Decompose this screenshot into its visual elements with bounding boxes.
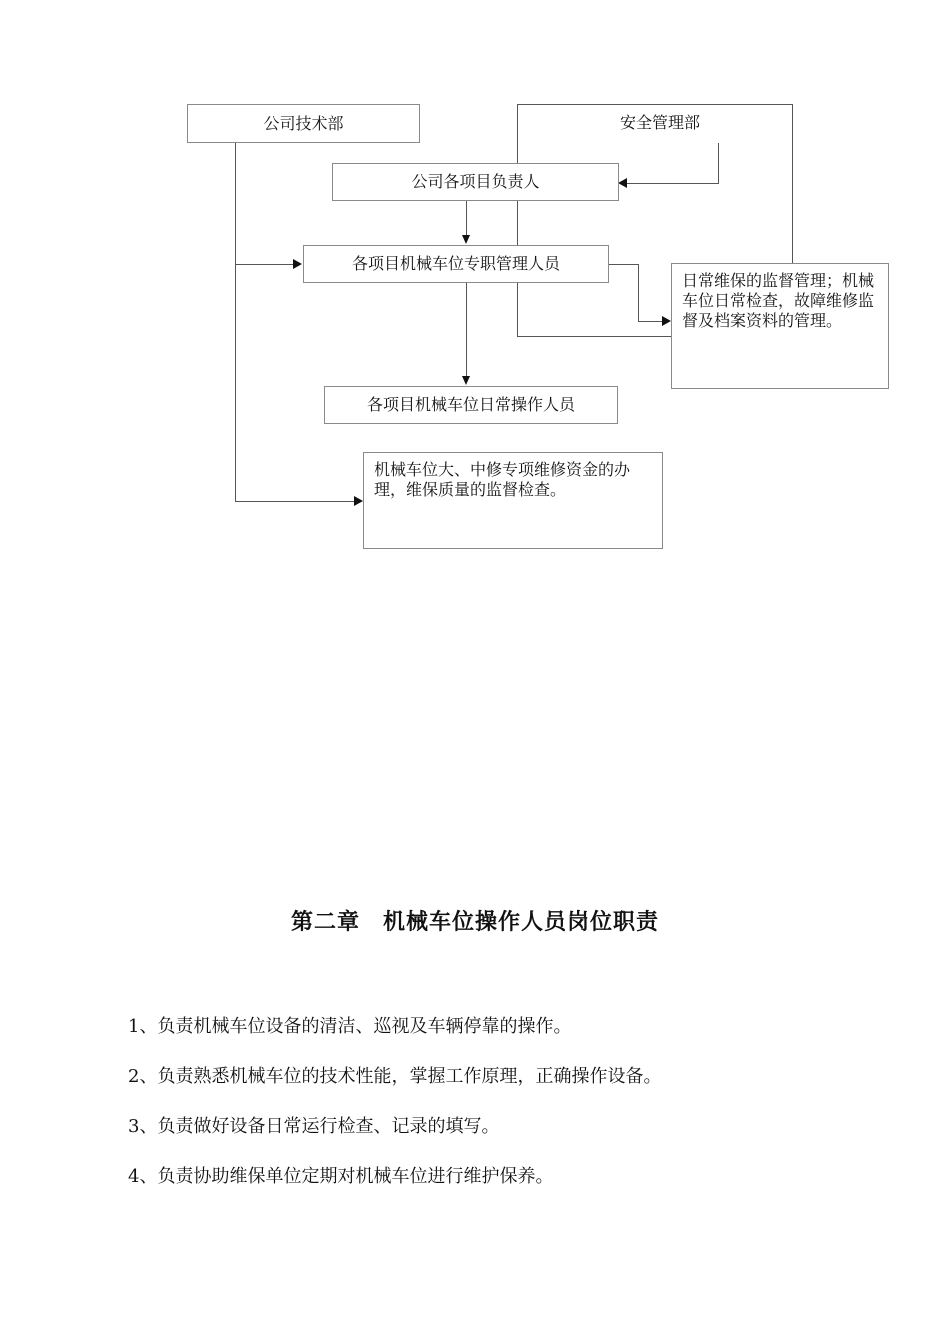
arrow-head [462, 235, 470, 244]
duty-item: 2、负责熟悉机械车位的技术性能，掌握工作原理，正确操作设备。 [128, 1066, 662, 1087]
arrow-head [618, 178, 627, 188]
connector-line [792, 104, 793, 264]
company-tech-dept-box: 公司技术部 [187, 104, 420, 143]
project-leaders-box: 公司各项目负责人 [332, 163, 619, 201]
arrow-head [293, 259, 302, 269]
connector-line [517, 104, 518, 336]
arrow-head [662, 316, 671, 326]
connector-line [466, 283, 467, 376]
safety-note-box: 日常维保的监督管理；机械车位日常检查，故障维修监督及档案资料的管理。 [671, 263, 889, 389]
connector-line [627, 183, 719, 184]
connector-line [638, 321, 662, 322]
connector-line [466, 201, 467, 235]
connector-line [517, 336, 671, 337]
safety-mgmt-dept-label: 安全管理部 [619, 113, 700, 132]
tech-note-box: 机械车位大、中修专项维修资金的办理，维保质量的监督检查。 [363, 452, 663, 549]
chapter-title: 第二章 机械车位操作人员岗位职责 [290, 909, 659, 935]
dedicated-managers-box: 各项目机械车位专职管理人员 [303, 245, 609, 283]
daily-operators-box: 各项目机械车位日常操作人员 [324, 386, 618, 424]
connector-line [235, 143, 236, 501]
duty-item: 3、负责做好设备日常运行检查、记录的填写。 [128, 1116, 500, 1137]
connector-line [718, 143, 719, 183]
duties-list [128, 1013, 888, 1213]
duty-item: 4、负责协助维保单位定期对机械车位进行维护保养。 [128, 1166, 554, 1187]
duty-item: 1、负责机械车位设备的清洁、巡视及车辆停靠的操作。 [128, 1016, 572, 1037]
connector-line [235, 264, 293, 265]
connector-line [235, 501, 354, 502]
arrow-head [354, 496, 363, 506]
connector-line [638, 264, 639, 321]
org-chart [0, 0, 950, 580]
arrow-head [462, 376, 470, 385]
connector-line [517, 104, 793, 105]
connector-line [608, 264, 638, 265]
